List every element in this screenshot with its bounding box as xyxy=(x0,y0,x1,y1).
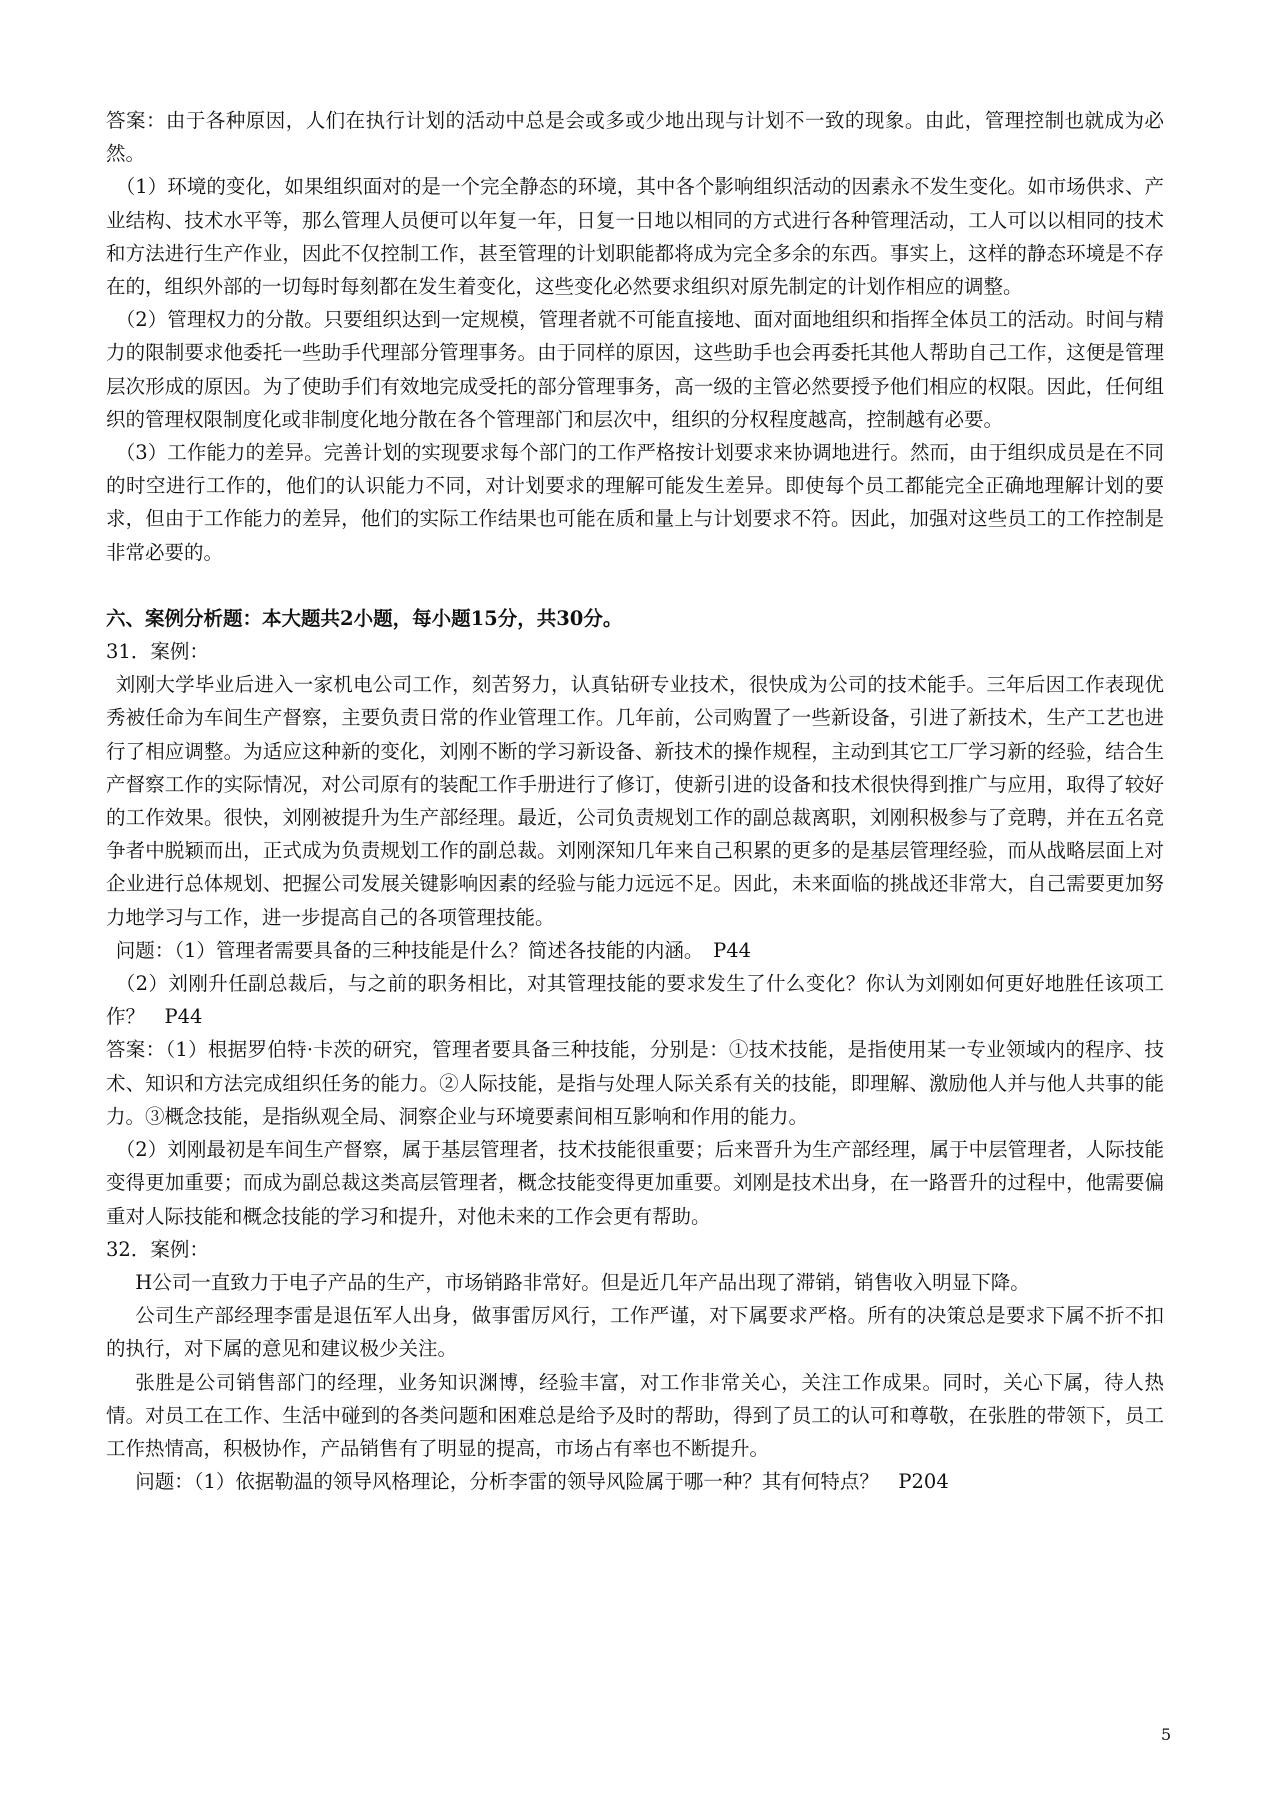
case-31-answer-2: （2）刘刚最初是车间生产督察，属于基层管理者，技术技能很重要；后来晋升为生产部经理，属于中层管理者，人际技能变得更加重要；而成为副总裁这类高层管理者，概念技能变得更加重要。刘刚是技术出身，在一路晋升的过程中，他需要偏重对人际技能和概念技能的学习和提升，对他未来的工作会更有帮助。 xyxy=(106,1138,1164,1228)
case-31-question-1: 问题：（1）管理者需要具备的三种技能是什么？简述各技能的内涵。 P44 xyxy=(115,938,752,962)
answer-point-2: （2）管理权力的分散。只要组织达到一定规模，管理者就不可能直接地、面对面地组织和指挥全体员工的活动。时间与精力的限制要求他委托一些助手代理部分管理事务。由于同样的原因，这些助手也会再委托其他人帮助自己工作，这便是管理层次形成的原因。为了使助手们有效地完成受托的部分管理事务，高一级的主管必然要授予他们相应的权限。因此，任何组织的管理权限制度化或非制度化地分散在各个管理部门和层次中，组织的分权程度越高，控制越有必要。 xyxy=(106,308,1164,431)
case-32-paragraph-2: 公司生产部经理李雷是退伍军人出身，做事雷厉风行，工作严谨，对下属要求严格。所有的决策总是要求下属不折不扣的执行，对下属的意见和建议极少关注。 xyxy=(106,1304,1164,1361)
case-31-answer-1: 答案：（1）根据罗伯特·卡茨的研究，管理者要具备三种技能，分别是：①技术技能，是指使用某一专业领域内的程序、技术、知识和方法完成组织任务的能力。②人际技能，是指与处理人际关系有关的技能，即理解、激励他人并与他人共事的能力。③概念技能，是指纵观全局、洞察企业与环境要素间相互影响和作用的能力。 xyxy=(106,1038,1164,1128)
answer-point-1: （1）环境的变化，如果组织面对的是一个完全静态的环境，其中各个影响组织活动的因素永不发生变化。如市场供求、产业结构、技术水平等，那么管理人员便可以年复一年，日复一日地以相同的方式进行各种管理活动，工人可以以相同的技术和方法进行生产作业，因此不仅控制工作，甚至管理的计划职能都将成为完全多余的东西。事实上，这样的静态环境是不存在的，组织外部的一切每时每刻都在发生着变化，这些变化必然要求组织对原先制定的计划作相应的调整。 xyxy=(106,175,1164,299)
case-32-question-1: 问题：（1）依据勒温的领导风格理论，分析李雷的领导风险属于哪一种？其有何特点？ P204 xyxy=(135,1470,949,1494)
case-31-question-2: （2）刘刚升任副总裁后，与之前的职务相比，对其管理技能的要求发生了什么变化？你认为刘刚如何更好地胜任该项工作？ P44 xyxy=(106,972,1164,1029)
case-32-paragraph-3: 张胜是公司销售部门的经理，业务知识渊博，经验丰富，对工作非常关心，关注工作成果。同时，关心下属，待人热情。对员工在工作、生活中碰到的各类问题和困难总是给予及时的帮助，得到了员工的认可和尊敬，在张胜的带领下，员工工作热情高，积极协作，产品销售有了明显的提高，市场占有率也不断提升。 xyxy=(106,1370,1164,1460)
case-32-paragraph-1: H公司一直致力于电子产品的生产，市场销路非常好。但是近几年产品出现了滞销，销售收入明显下降。 xyxy=(135,1270,1030,1294)
document-body xyxy=(106,104,1164,1498)
answer-point-3: （3）工作能力的差异。完善计划的实现要求每个部门的工作严格按计划要求来协调地进行。然而，由于组织成员是在不同的时空进行工作的，他们的认识能力不同，对计划要求的理解可能发生差异。即使每个员工都能完全正确地理解计划的要求，但由于工作能力的差异，他们的实际工作结果也可能在质和量上与计划要求不符。因此，加强对这些员工的工作控制是非常必要的。 xyxy=(106,441,1164,564)
answer-intro: 答案：由于各种原因，人们在执行计划的活动中总是会或多或少地出现与计划不一致的现象。由此，管理控制也就成为必然。 xyxy=(106,109,1164,166)
case-31-label: 31．案例： xyxy=(106,640,209,664)
case-31-text: 刘刚大学毕业后进入一家机电公司工作，刻苦努力，认真钻研专业技术，很快成为公司的技术能手。三年后因工作表现优秀被任命为车间生产督察，主要负责日常的作业管理工作。几年前，公司购置了一些新设备，引进了新技术，生产工艺也进行了相应调整。为适应这种新的变化，刘刚不断的学习新设备、新技术的操作规程，主动到其它工厂学习新的经验，结合生产督察工作的实际情况，对公司原有的装配工作手册进行了修订，使新引进的设备和技术很快得到推广与应用，取得了较好的工作效果。很快，刘刚被提升为生产部经理。最近，公司负责规划工作的副总裁离职，刘刚积极参与了竞聘，并在五名竞争者中脱颖而出，正式成为负责规划工作的副总裁。刘刚深知几年来自己积累的更多的是基层管理经验，而从战略层面上对企业进行总体规划、把握公司发展关键影响因素的经验与能力远远不足。因此，未来面临的挑战还非常大，自己需要更加努力地学习与工作，进一步提高自己的各项管理技能。 xyxy=(106,673,1164,929)
case-32-label: 32．案例： xyxy=(106,1237,209,1261)
page-number: 5 xyxy=(1161,1725,1172,1744)
section-heading: 六、案例分析题：本大题共2小题，每小题15分，共30分。 xyxy=(106,606,623,630)
